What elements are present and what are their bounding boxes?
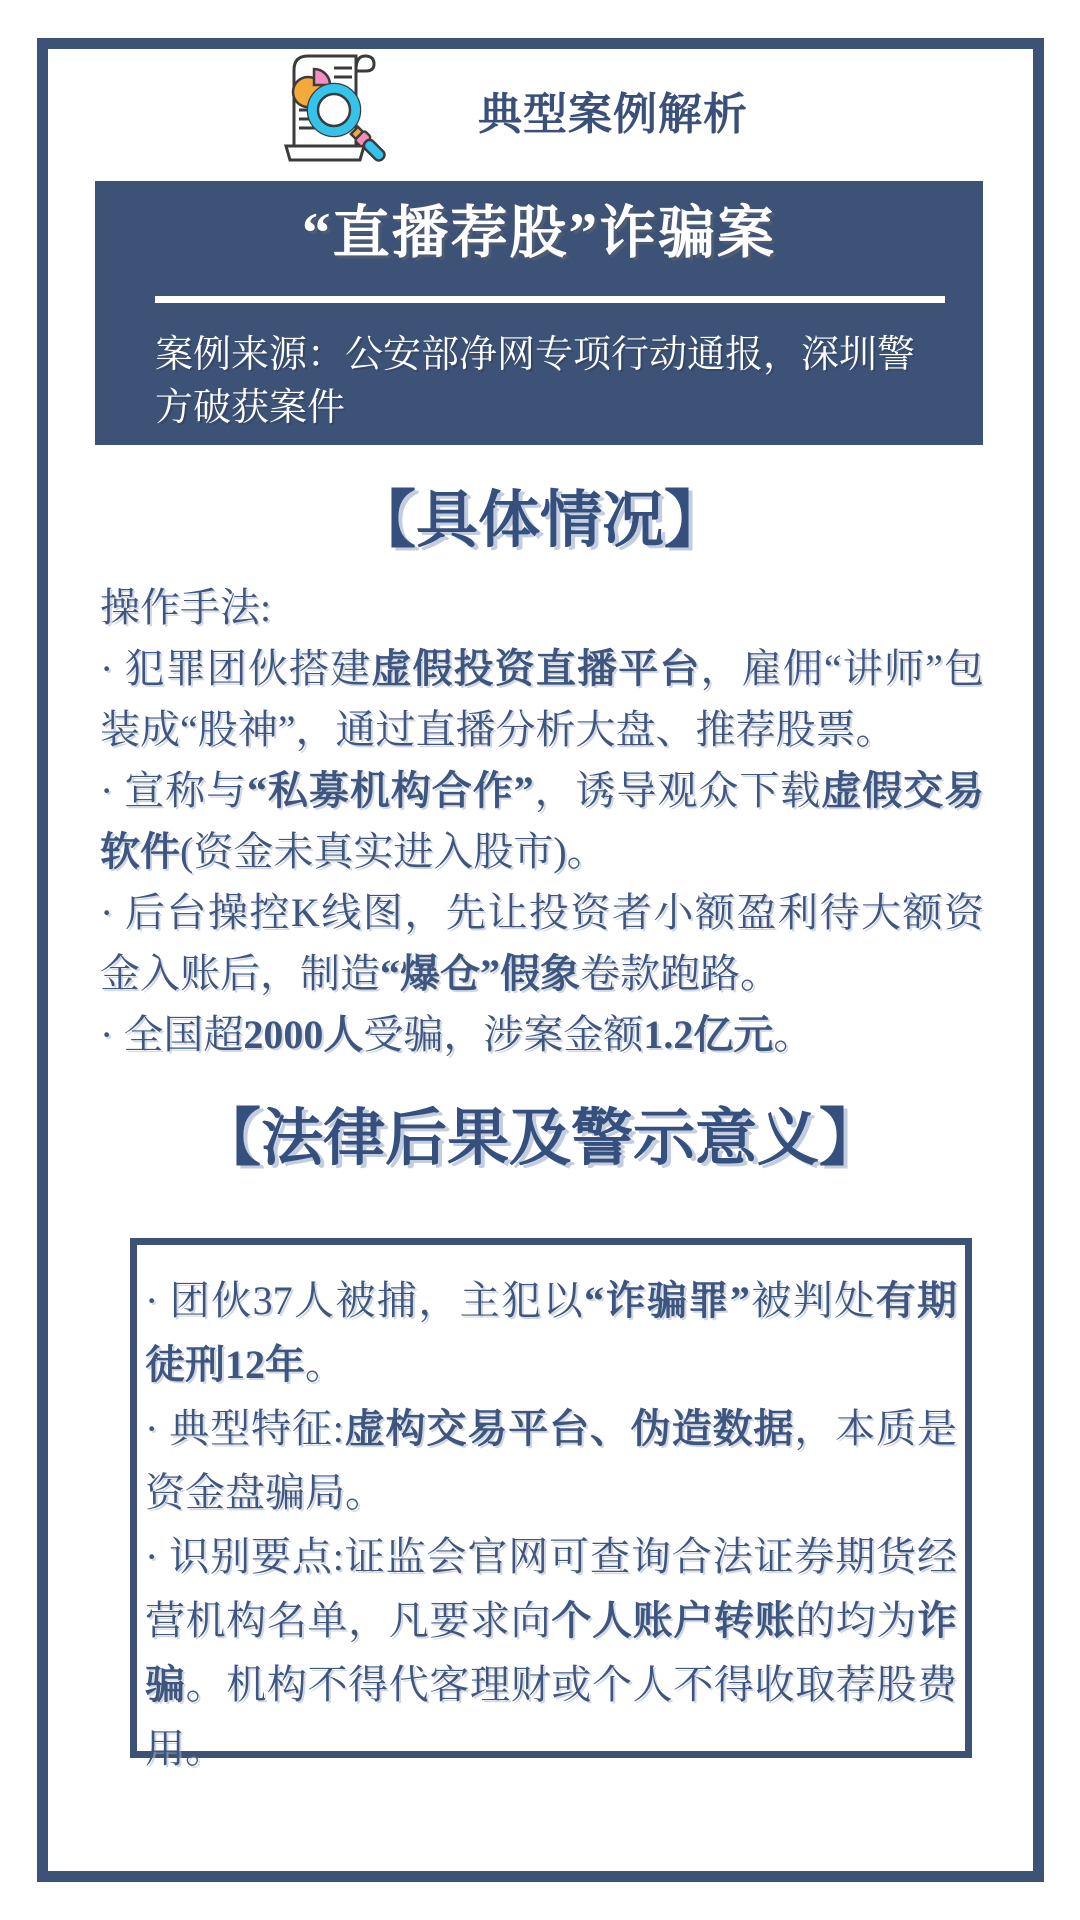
text: · 全国超 [100, 1012, 244, 1057]
emphasis-text: 虚假交易软件 [100, 768, 985, 874]
paragraph [145, 1397, 957, 1525]
emphasis-text: 虚假投资直播平台 [371, 646, 701, 691]
emphasis-text: “爆仓”假象 [380, 951, 580, 996]
text: 被判处 [749, 1278, 876, 1323]
text: 卷款跑路。 [580, 951, 780, 996]
law-box [130, 1238, 972, 1771]
emphasis-text: 虚构交易平台、伪造数据 [343, 1406, 795, 1451]
emphasis-text: 有期徒刑12年 [145, 1278, 957, 1387]
situation-paragraphs [100, 577, 984, 1065]
text: ，本质是资金盘骗局。 [145, 1406, 958, 1515]
paragraph [100, 760, 984, 882]
emphasis-text: 诈骗 [145, 1598, 958, 1707]
section-heading-law: 【法律后果及警示意义】 [198, 1105, 881, 1173]
text: · 团伙37人被捕，主犯以 [145, 1278, 585, 1323]
case-title: “直播荐股”诈骗案 [302, 202, 776, 265]
case-source: 案例来源：公安部净网专项行动通报，深圳警方破获案件 [155, 333, 916, 429]
text: 。 [305, 1342, 345, 1387]
text: · 宣称与 [100, 768, 248, 813]
text: 操作手法: [100, 585, 272, 630]
section-heading-situation: 【具体情况】 [353, 487, 726, 555]
text: 。 [773, 1012, 814, 1057]
paragraph [145, 1525, 957, 1781]
text: · 后台操控K线图，先让投资者小额盈利待大额资金入账后，制造 [100, 890, 984, 996]
paragraph [100, 638, 984, 760]
paragraph [100, 577, 984, 638]
case-banner [95, 181, 983, 445]
paragraph [145, 1269, 957, 1397]
emphasis-text: 2000人 [243, 1012, 364, 1057]
emphasis-text: “诈骗罪” [584, 1278, 750, 1323]
emphasis-text: 个人账户转账 [551, 1598, 796, 1643]
text: (资金未真实进入股市)。 [180, 829, 607, 874]
text: 。机构不得代客理财或个人不得收取荐股费用。 [145, 1662, 958, 1771]
text: · 典型特征: [145, 1406, 344, 1451]
document-magnifier-icon [268, 46, 394, 168]
banner-divider [155, 296, 945, 303]
emphasis-text: 1.2亿元 [643, 1012, 774, 1057]
text: · 识别要点:证监会官网可查询合法证券期货经营机构名单，凡要求向 [145, 1534, 957, 1643]
emphasis-text: “私募机构合作” [247, 768, 534, 813]
paragraph [100, 1004, 984, 1065]
paragraph [100, 882, 984, 1004]
text: 的均为 [795, 1598, 918, 1643]
header-title: 典型案例解析 [478, 90, 748, 139]
text: ，诱导观众下载 [533, 768, 822, 813]
text: · 犯罪团伙搭建 [100, 646, 372, 691]
text: 受骗，涉案金额 [363, 1012, 644, 1057]
text: ，雇佣“讲师”包装成“股神”，通过直播分析大盘、推荐股票。 [100, 646, 984, 752]
